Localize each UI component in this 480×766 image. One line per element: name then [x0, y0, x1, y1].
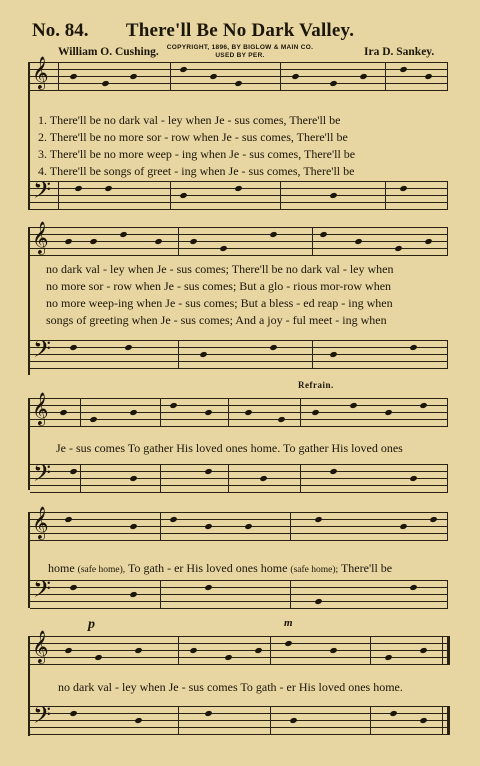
note-head	[409, 475, 417, 482]
staff-line	[30, 485, 448, 486]
note-head	[204, 584, 212, 591]
staff-line	[30, 464, 448, 465]
note-head	[419, 402, 427, 409]
dynamic-mezzo-marking: m	[284, 617, 293, 629]
note-head	[74, 185, 82, 192]
note-head	[64, 647, 72, 654]
note-head	[394, 245, 402, 252]
treble-staff	[30, 508, 448, 541]
bar-line	[370, 706, 371, 735]
note-head	[349, 402, 357, 409]
staff-line	[30, 471, 448, 472]
note-head	[244, 409, 252, 416]
treble-staff	[30, 58, 448, 91]
author-credit: William O. Cushing.	[58, 46, 159, 58]
bar-line	[442, 636, 443, 665]
note-head	[284, 640, 292, 647]
refrain-lyric-line-2	[48, 561, 392, 576]
bar-line	[80, 464, 81, 493]
bass-clef-icon: 𝄢	[33, 703, 52, 734]
bass-staff	[30, 337, 448, 369]
staff-line	[30, 354, 448, 355]
note-head	[291, 73, 299, 80]
note-head	[354, 238, 362, 245]
bar-line	[300, 464, 301, 493]
treble-clef-icon: 𝄞	[32, 58, 49, 89]
bar-line	[280, 181, 281, 210]
note-head	[129, 591, 137, 598]
note-head	[399, 66, 407, 73]
note-head	[384, 409, 392, 416]
note-head	[254, 647, 262, 654]
bar-line	[385, 181, 386, 210]
treble-staff	[30, 223, 448, 256]
note-head	[119, 231, 127, 238]
staff-line	[30, 361, 448, 362]
bass-clef-icon: 𝄢	[33, 577, 52, 608]
bass-clef-icon: 𝄢	[33, 178, 52, 209]
lyric-gather: To gath - er His loved ones home	[127, 561, 288, 575]
bar-line	[170, 62, 171, 91]
note-head	[259, 475, 267, 482]
note-head	[64, 516, 72, 523]
verse-line-3: 3. There'll be no more weep - ing when Je - sus comes, There'll be	[38, 147, 356, 161]
note-head	[204, 409, 212, 416]
bar-line	[178, 706, 179, 735]
staff-line	[30, 347, 448, 348]
note-head	[319, 231, 327, 238]
bass-staff	[30, 178, 448, 210]
note-head	[389, 710, 397, 717]
bar-line	[280, 62, 281, 91]
note-head	[189, 238, 197, 245]
refrain-lyric-line: Je - sus comes To gather His loved ones home. To gather His loved ones	[56, 441, 403, 455]
note-head	[234, 185, 242, 192]
note-head	[179, 66, 187, 73]
bar-line	[447, 181, 448, 210]
bar-line	[447, 62, 448, 91]
note-head	[129, 523, 137, 530]
bass-staff	[30, 703, 448, 735]
note-head	[134, 717, 142, 724]
note-head	[134, 647, 142, 654]
note-head	[169, 402, 177, 409]
note-head	[59, 409, 67, 416]
staff-line	[30, 643, 448, 644]
staff-line	[30, 405, 448, 406]
lyric-therell-be: There'll be	[340, 561, 393, 575]
bar-line	[370, 636, 371, 665]
staff-line	[30, 734, 448, 735]
note-head	[269, 231, 277, 238]
staff-line	[30, 248, 448, 249]
composer-credit: Ira D. Sankey.	[364, 46, 435, 58]
staff-line	[30, 426, 448, 427]
bar-line	[447, 340, 448, 369]
verse-line-2: no more sor - row when Je - sus comes; But a glo - rious mor-row when	[46, 279, 392, 293]
bar-line	[312, 227, 313, 256]
staff-line	[30, 636, 448, 637]
treble-staff	[30, 394, 448, 427]
bar-line	[228, 398, 229, 427]
lyric-safe-home-1: (safe home),	[77, 565, 126, 575]
bass-staff	[30, 577, 448, 609]
note-head	[424, 73, 432, 80]
note-head	[179, 192, 187, 199]
note-head	[69, 710, 77, 717]
note-head	[69, 73, 77, 80]
note-head	[204, 468, 212, 475]
bar-line	[447, 227, 448, 256]
verse-line-2: 2. There'll be no more sor - row when Je - sus comes, There'll be	[38, 130, 348, 144]
bar-line	[160, 398, 161, 427]
copyright-line-1: COPYRIGHT, 1896, BY BIGLOW & MAIN CO.	[166, 44, 314, 51]
bar-line	[160, 512, 161, 541]
verse-line-4: songs of greeting when Je - sus comes; And a joy - ful meet - ing when	[46, 313, 387, 327]
staff-line	[30, 512, 448, 513]
note-head	[329, 192, 337, 199]
note-head	[277, 416, 285, 423]
verse-line-1: 1. There'll be no dark val - ley when Je - sus comes, There'll be	[38, 113, 341, 127]
note-head	[89, 416, 97, 423]
bar-line	[290, 580, 291, 609]
bar-line	[178, 340, 179, 369]
bar-line	[385, 62, 386, 91]
staff-line	[30, 234, 448, 235]
note-head	[329, 80, 337, 87]
note-head	[384, 654, 392, 661]
bar-line	[300, 398, 301, 427]
note-head	[104, 185, 112, 192]
note-head	[204, 523, 212, 530]
note-head	[419, 717, 427, 724]
staff-line	[30, 340, 448, 341]
note-head	[429, 516, 437, 523]
note-head	[289, 717, 297, 724]
bar-line	[58, 181, 59, 210]
bass-clef-icon: 𝄢	[33, 461, 52, 492]
verse-line-4: 4. There'll be songs of greet - ing when Je - sus comes, There'll be	[38, 164, 355, 178]
note-head	[69, 468, 77, 475]
staff-line	[30, 720, 448, 721]
note-head	[224, 654, 232, 661]
note-head	[129, 409, 137, 416]
note-head	[64, 238, 72, 245]
staff-line	[30, 255, 448, 256]
note-head	[359, 73, 367, 80]
staff-line	[30, 594, 448, 595]
note-head	[234, 80, 242, 87]
verse-line-3: no more weep-ing when Je - sus comes; But a bless - ed reap - ing when	[46, 296, 393, 310]
bar-line	[270, 706, 271, 735]
note-head	[269, 344, 277, 351]
treble-clef-icon: 𝄞	[32, 223, 49, 254]
note-head	[69, 344, 77, 351]
bar-line	[80, 398, 81, 427]
note-head	[209, 73, 217, 80]
treble-clef-icon: 𝄞	[32, 508, 49, 539]
staff-line	[30, 540, 448, 541]
bar-line	[270, 636, 271, 665]
note-head	[409, 584, 417, 591]
verse-line-1: no dark val - ley when Je - sus comes; There'll be no dark val - ley when	[46, 262, 394, 276]
bar-line	[160, 464, 161, 493]
staff-line	[30, 601, 448, 602]
note-head	[204, 710, 212, 717]
note-head	[69, 584, 77, 591]
bass-clef-icon: 𝄢	[33, 337, 52, 368]
bar-line	[170, 181, 171, 210]
hymn-title: There'll Be No Dark Valley.	[125, 20, 355, 41]
note-head	[311, 409, 319, 416]
bar-line	[447, 636, 450, 665]
bar-line	[447, 580, 448, 609]
staff-line	[30, 580, 448, 581]
note-head	[89, 238, 97, 245]
bar-line	[178, 227, 179, 256]
staff-line	[30, 533, 448, 534]
staff-line	[30, 664, 448, 665]
note-head	[314, 516, 322, 523]
note-head	[314, 598, 322, 605]
bar-line	[442, 706, 443, 735]
staff-line	[30, 608, 448, 609]
copyright-notice	[150, 44, 330, 60]
bar-line	[447, 512, 448, 541]
hymn-number: No. 84.	[32, 20, 89, 41]
treble-clef-icon: 𝄞	[32, 632, 49, 663]
staff-line	[30, 227, 448, 228]
staff-line	[30, 519, 448, 520]
bar-line	[228, 464, 229, 493]
bar-line	[160, 580, 161, 609]
hymn-header	[0, 20, 480, 44]
staff-line	[30, 398, 448, 399]
bar-line	[447, 464, 448, 493]
staff-line	[30, 492, 448, 493]
staff-line	[30, 706, 448, 707]
note-head	[169, 516, 177, 523]
note-head	[189, 647, 197, 654]
note-head	[399, 185, 407, 192]
note-head	[129, 475, 137, 482]
note-head	[129, 73, 137, 80]
staff-line	[30, 368, 448, 369]
bar-line	[290, 512, 291, 541]
bar-line	[178, 636, 179, 665]
note-head	[154, 238, 162, 245]
bar-line	[447, 398, 448, 427]
note-head	[419, 647, 427, 654]
note-head	[219, 245, 227, 252]
staff-line	[30, 526, 448, 527]
note-head	[101, 80, 109, 87]
note-head	[329, 351, 337, 358]
staff-line	[30, 587, 448, 588]
note-head	[199, 351, 207, 358]
dynamic-piano-marking: p	[88, 617, 95, 632]
note-head	[244, 523, 252, 530]
treble-clef-icon: 𝄞	[32, 394, 49, 425]
bar-line	[58, 62, 59, 91]
note-head	[424, 238, 432, 245]
refrain-label: Refrain.	[298, 380, 334, 390]
copyright-line-2: USED BY PER.	[215, 52, 265, 59]
treble-staff	[30, 632, 448, 665]
bar-line	[447, 706, 450, 735]
note-head	[399, 523, 407, 530]
staff-line	[30, 713, 448, 714]
bass-staff	[30, 461, 448, 493]
lyric-safe-home-2: (safe home);	[290, 565, 339, 575]
note-head	[329, 647, 337, 654]
bar-line	[312, 340, 313, 369]
staff-line	[30, 650, 448, 651]
note-head	[124, 344, 132, 351]
note-head	[409, 344, 417, 351]
note-head	[329, 468, 337, 475]
note-head	[94, 654, 102, 661]
lyric-home: home	[48, 561, 75, 575]
staff-line	[30, 478, 448, 479]
staff-line	[30, 727, 448, 728]
closing-lyric-line: no dark val - ley when Je - sus comes To gath - er His loved ones home.	[58, 680, 403, 694]
